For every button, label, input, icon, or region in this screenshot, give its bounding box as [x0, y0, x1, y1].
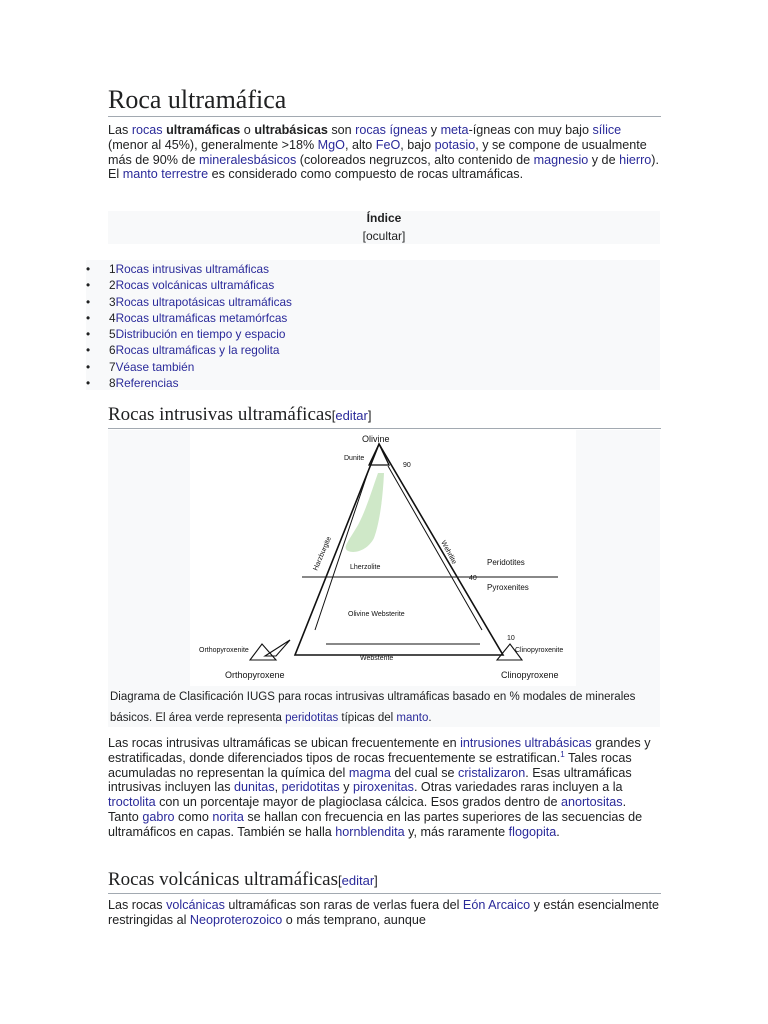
- link-manto-terrestre[interactable]: manto terrestre: [122, 167, 209, 182]
- text: grandes y estratificadas, donde diferenciados tipos de rocas frecuentemente se estratifican.: [108, 736, 651, 765]
- link-gabro[interactable]: gabro: [142, 809, 175, 824]
- text: . Esas ultramáficas intrusivas incluyen las: [108, 765, 632, 795]
- label-lherzolite: Lherzolite: [350, 564, 381, 571]
- text: ). El: [108, 152, 659, 182]
- text: como: [174, 809, 213, 824]
- link-hornblendita[interactable]: hornblendita: [335, 824, 405, 839]
- toc-toggle[interactable]: [108, 230, 660, 243]
- label-peridotites: Peridotites: [487, 558, 525, 567]
- bold-term: ultramáficas: [166, 123, 241, 137]
- link-magnesio[interactable]: magnesio: [533, 152, 589, 167]
- text: y de: [588, 152, 620, 167]
- text: , bajo: [400, 137, 435, 152]
- text: y, más raramente: [404, 824, 509, 839]
- text: con un porcentaje mayor de plagioclasa cálcica. Esos grados dentro de: [155, 795, 561, 810]
- bullet: •: [86, 359, 91, 374]
- text: . Tanto: [108, 795, 627, 824]
- bracket: [: [338, 873, 342, 888]
- toc-number: 1: [109, 262, 116, 276]
- toc-link[interactable]: Rocas ultramáficas y la regolita: [115, 343, 280, 358]
- label-clinopyroxene: Clinopyroxene: [501, 670, 559, 680]
- reference-link[interactable]: 1: [560, 749, 565, 759]
- link-norita[interactable]: norita: [212, 809, 244, 824]
- link-rocas-igneas[interactable]: rocas ígneas: [355, 123, 428, 137]
- label-tick-90: 90: [403, 462, 411, 469]
- toc-item[interactable]: [86, 359, 660, 375]
- text: es considerado como compuesto de rocas ultramáficas.: [208, 167, 524, 182]
- toc-number: 8: [109, 376, 116, 391]
- link-minerales-basicos[interactable]: mineralesbásicos: [199, 152, 297, 167]
- toc-item[interactable]: [86, 326, 660, 342]
- left-small-triangle: [265, 640, 290, 656]
- toc-number: 5: [109, 327, 116, 342]
- text: Diagrama de Clasificación IUGS para rocas intrusivas ultramáficas basado en % modales de minerales básicos. El área verde representa: [110, 691, 636, 724]
- intro-paragraph: [108, 123, 660, 182]
- link-potasio[interactable]: potasio: [434, 137, 476, 152]
- section-heading-text: Rocas intrusivas ultramáficas: [108, 404, 332, 425]
- iugs-ternary-diagram: [190, 430, 576, 686]
- text: Tales rocas acumuladas no representan la química del: [108, 750, 632, 780]
- edit-section-link[interactable]: [338, 873, 378, 888]
- toc-item[interactable]: [86, 342, 660, 358]
- bold-term: ultrabásicas: [254, 123, 328, 137]
- bullet: •: [86, 310, 91, 325]
- link-hierro[interactable]: hierro: [619, 152, 652, 167]
- link-troctolita[interactable]: troctolita: [108, 795, 156, 810]
- toc-link[interactable]: Referencias: [115, 376, 179, 391]
- edit-link[interactable]: editar: [341, 873, 375, 888]
- figure-caption: [110, 687, 658, 729]
- label-orthopyroxenite: Orthopyroxenite: [199, 647, 249, 654]
- text: ultramáficas son raras de verlas fuera del: [224, 898, 463, 912]
- bullet: •: [86, 262, 91, 276]
- page-title: Roca ultramáfica: [108, 84, 661, 117]
- link-flogopita[interactable]: flogopita: [508, 824, 557, 839]
- label-pyroxenites: Pyroxenites: [487, 583, 529, 592]
- toc-link[interactable]: Rocas volcánicas ultramáficas: [115, 278, 275, 293]
- toc-link[interactable]: Rocas intrusivas ultramáficas: [115, 262, 269, 276]
- text: son: [327, 123, 356, 137]
- toc-list: [86, 260, 660, 390]
- bracket: [: [331, 408, 336, 423]
- toc-title: Índice: [366, 211, 402, 225]
- link-meta[interactable]: meta: [440, 123, 469, 137]
- label-orthopyroxene: Orthopyroxene: [225, 670, 285, 680]
- toc-item[interactable]: [86, 294, 660, 310]
- link-volcanicas[interactable]: volcánicas: [166, 898, 225, 912]
- text: Las: [108, 123, 132, 137]
- toc-number: 7: [109, 359, 116, 374]
- link-intrusiones-ultrabasicas[interactable]: intrusiones ultrabásicas: [460, 736, 592, 750]
- bullet: •: [86, 327, 91, 342]
- link-eon-arcaico[interactable]: Eón Arcaico: [462, 898, 531, 912]
- text: y: [427, 123, 441, 137]
- text: o: [240, 123, 255, 137]
- text: , alto: [344, 137, 376, 152]
- toc-header: [108, 211, 660, 244]
- link-peridotitas[interactable]: peridotitas: [285, 712, 339, 724]
- toc-number: 6: [109, 343, 116, 358]
- link-peridotitas[interactable]: peridotitas: [281, 780, 340, 795]
- link-anortositas[interactable]: anortositas: [560, 795, 623, 810]
- toc-item[interactable]: [86, 375, 660, 391]
- text: , y se compone de usualmente más de 90% de: [108, 137, 647, 167]
- label-tick-10: 10: [507, 635, 515, 642]
- bullet: •: [86, 294, 91, 309]
- link-silice[interactable]: sílice: [592, 123, 622, 137]
- label-olivine-websterite: Olivine Websterite: [348, 611, 405, 618]
- label-dunite: Dunite: [344, 455, 365, 462]
- text: (menor al 45%), generalmente >18%: [108, 137, 318, 152]
- bullet: •: [86, 343, 91, 358]
- text: o más temprano, aunque: [282, 912, 426, 927]
- section-heading-intrusivas: [108, 403, 661, 429]
- toc-item[interactable]: [86, 277, 660, 293]
- section-heading-volcanicas: [108, 868, 661, 894]
- toc-number: 2: [109, 278, 116, 293]
- text: .: [428, 712, 432, 724]
- edit-link[interactable]: editar: [335, 408, 368, 423]
- bracket: ]: [367, 408, 372, 423]
- link-rocas[interactable]: rocas: [131, 123, 163, 137]
- text: y: [339, 780, 354, 795]
- text: del cual se: [390, 765, 459, 780]
- toc-item[interactable]: [86, 310, 660, 326]
- text: . Otras variedades raras incluyen a la: [413, 780, 623, 795]
- figure: [108, 430, 660, 727]
- toc-number: 4: [109, 310, 116, 325]
- text: Las rocas intrusivas ultramáficas se ubican frecuentemente en: [108, 736, 461, 750]
- text: y están esencialmente restringidas al: [108, 898, 659, 927]
- bracket: ]: [374, 873, 378, 888]
- link-magma[interactable]: magma: [348, 765, 391, 780]
- text: -ígneas con muy bajo: [468, 123, 593, 137]
- text: .: [556, 824, 560, 839]
- link-feo[interactable]: FeO: [375, 137, 401, 152]
- toc-link[interactable]: Rocas ultramáficas metamórfcas: [115, 310, 288, 325]
- label-tick-40: 40: [469, 575, 477, 582]
- bullet: •: [86, 278, 91, 293]
- toc-toggle-label[interactable]: [ocultar]: [362, 229, 406, 243]
- label-wehrlite: Wehrlite: [439, 539, 458, 566]
- link-mgo[interactable]: MgO: [317, 137, 345, 152]
- link-cristalizaron[interactable]: cristalizaron: [458, 765, 526, 780]
- label-harzburgite: Harzburgite: [312, 535, 333, 572]
- link-dunitas[interactable]: dunitas: [234, 780, 275, 795]
- text: se hallan con frecuencia en las partes superiores de las secuencias de ultramáficos en capas. También se halla: [108, 809, 643, 839]
- text: (coloreados negruzcos, alto contenido de: [296, 152, 534, 167]
- toc-link[interactable]: Rocas ultrapotásicas ultramáficas: [115, 294, 292, 309]
- link-neoproterozoico[interactable]: Neoproterozoico: [189, 912, 283, 927]
- label-clinopyroxenite: Clinopyroxenite: [515, 647, 564, 654]
- edit-section-link[interactable]: [332, 408, 372, 423]
- text: típicas del: [338, 712, 397, 724]
- bullet: •: [86, 376, 91, 391]
- link-piroxenitas[interactable]: piroxenitas: [353, 780, 414, 795]
- section-heading-text: Rocas volcánicas ultramáficas: [108, 869, 339, 890]
- wehrlite-divider: [388, 466, 482, 630]
- text: Las rocas: [108, 898, 167, 912]
- link-manto[interactable]: manto: [396, 712, 429, 724]
- toc-item[interactable]: [86, 261, 660, 277]
- toc-link[interactable]: Distribución en tiempo y espacio: [115, 327, 286, 342]
- text: ,: [274, 780, 282, 795]
- volcanic-paragraph: [108, 898, 660, 928]
- toc-number: 3: [109, 294, 116, 309]
- intrusive-paragraph: [108, 736, 660, 840]
- label-websterite: Websterite: [360, 655, 394, 662]
- toc-link[interactable]: Véase también: [115, 359, 195, 374]
- label-olivine: Olivine: [362, 434, 390, 444]
